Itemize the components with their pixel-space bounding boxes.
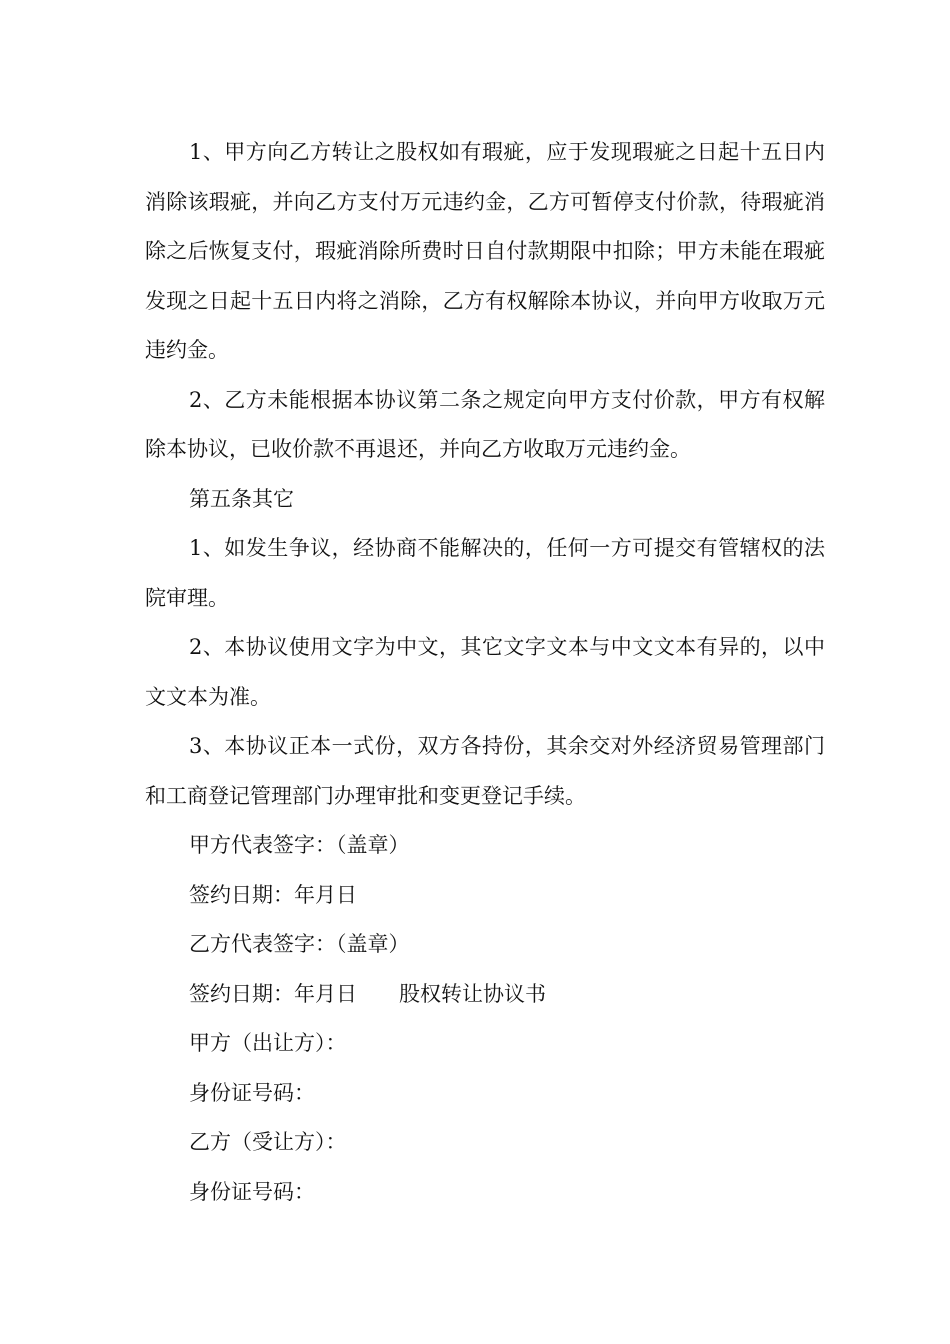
sign-date-b-line: 签约日期：年月日 [189,981,357,1006]
party-b-id-line: 身份证号码： [189,1179,315,1204]
party-b-signature-line: 乙方代表签字：（盖章） [189,932,410,956]
document-body [145,128,825,1217]
clause-dispute: 1、如发生争议，经协商不能解决的，任何一方可提交有管辖权的法院审理。 [145,536,825,610]
sign-date-b-row [145,970,825,1020]
clause-copies: 3、本协议正本一式份，双方各持份，其余交对外经济贸易管理部门和工商登记管理部门办理审批和变更登记手续。 [145,734,825,808]
party-b-label-line: 乙方（受让方）： [189,1130,347,1154]
clause-breach-party-b: 2、乙方未能根据本协议第二条之规定向甲方支付价款，甲方有权解除本协议，已收价款不再退还，并向乙方收取万元违约金。 [145,387,825,461]
sign-date-a-line: 签约日期：年月日 [189,882,357,907]
section-heading-other: 第五条其它 [189,486,294,511]
next-document-title: 股权转让协议书 [399,981,546,1006]
clause-breach-party-a: 1、甲方向乙方转让之股权如有瑕疵，应于发现瑕疵之日起十五日内消除该瑕疵，并向乙方支付万元违约金，乙方可暂停支付价款，待瑕疵消除之后恢复支付，瑕疵消除所费时日自付款期限中扣除；甲方未能在瑕疵发现之日起十五日内将之消除，乙方有权解除本协议，并向甲方收取万元违约金。 [145,140,825,362]
party-a-signature-line: 甲方代表签字：（盖章） [189,833,410,857]
clause-language: 2、本协议使用文字为中文，其它文字文本与中文文本有异的，以中文文本为准。 [145,635,825,709]
party-a-id-line: 身份证号码： [189,1080,315,1105]
party-a-label-line: 甲方（出让方）： [189,1031,347,1055]
